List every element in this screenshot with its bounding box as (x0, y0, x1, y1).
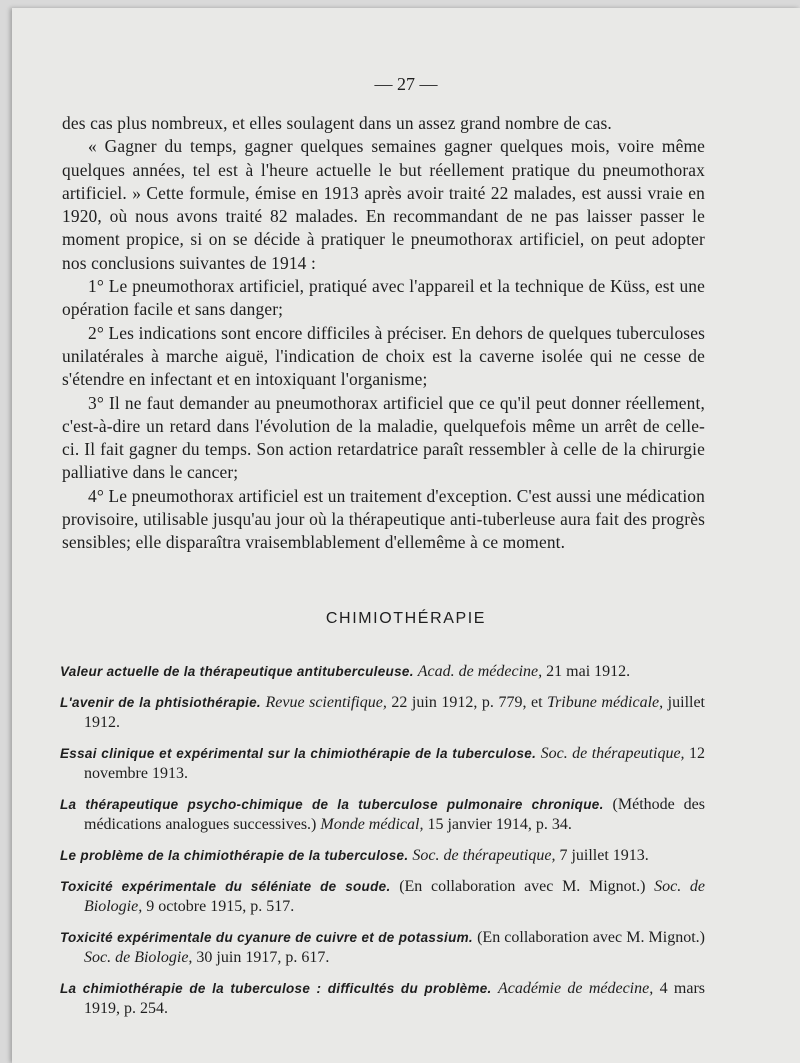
body-text (62, 112, 705, 555)
conclusion-item: 1° Le pneumothorax artificiel, pratiqué avec l'appareil et la technique de Küss, est une opération facile et sans danger; (62, 276, 705, 320)
conclusion-item: 4° Le pneumothorax artificiel est un traitement d'exception. C'est aussi une médication provisoire, utilisable jusqu'au jour où la thérapeutique anti-tuberleuse aura fait des progrès sensibles; elle disparaîtra vraisemblablement d'ellemême à ce moment. (62, 485, 705, 553)
reference-item: Le problème de la chimiothérapie de la tuberculose. Soc. de thérapeutique, 7 juillet 1913. (60, 847, 649, 864)
paragraph: des cas plus nombreux, et elles soulagent dans un assez grand nombre de cas. (62, 113, 612, 133)
reference-title: Toxicité expérimentale du cyanure de cuivre et de potassium. (60, 930, 473, 945)
reference-source: Monde médical, (320, 816, 424, 833)
conclusion-item: 2° Les indications sont encore difficiles à préciser. En dehors de quelques tuberculoses unilatérales à marche aiguë, l'indication de choix est la caverne isolée qui ne cesse de s'étendre en infectant et en intoxiquant l'organisme; (62, 322, 705, 390)
reference-title: Essai clinique et expérimental sur la chimiothérapie de la tuberculose. (60, 746, 537, 761)
reference-title: Valeur actuelle de la thérapeutique antituberculeuse. (60, 664, 414, 679)
reference-title: La chimiothérapie de la tuberculose : difficultés du problème. (60, 981, 492, 996)
reference-title: Toxicité expérimentale du séléniate de soude. (60, 879, 391, 894)
reference-source: Acad. de médecine, (417, 663, 543, 680)
section-title: CHIMIOTHÉRAPIE (325, 610, 487, 627)
reference-item: La thérapeutique psycho-chimique de la tuberculose pulmonaire chronique. (Méthode des médications analogues successives.) Monde médical, 15 janvier 1914, p. 34. (60, 796, 705, 833)
reference-item: Essai clinique et expérimental sur la chimiothérapie de la tuberculose. Soc. de thérapeutique, 12 novembre 1913. (60, 745, 706, 782)
page-number: — 27 — (374, 74, 438, 94)
reference-item: Valeur actuelle de la thérapeutique antituberculeuse. Acad. de médecine, 21 mai 1912. (60, 663, 631, 680)
reference-item: Toxicité expérimentale du cyanure de cuivre et de potassium. (En collaboration avec M. Mignot.) Soc. de Biologie, 30 juin 1917, p. 617. (60, 929, 705, 966)
reference-source: Soc. de thérapeutique, (412, 847, 556, 864)
reference-item: Toxicité expérimentale du séléniate de soude. (En collaboration avec M. Mignot.) Soc. de Biologie, 9 octobre 1915, p. 517. (60, 878, 705, 915)
reference-source: Soc. de Biologie, (84, 949, 193, 966)
reference-title: La thérapeutique psycho-chimique de la tuberculose pulmonaire chronique. (60, 797, 604, 812)
reference-title: Le problème de la chimiothérapie de la tuberculose. (60, 848, 409, 863)
reference-source: Soc. de Biologie, (84, 878, 705, 915)
reference-item: L'avenir de la phtisiothérapie. Revue scientifique, 22 juin 1912, p. 779, et Tribune médicale, juillet 1912. (60, 694, 706, 731)
conclusion-item: 3° Il ne faut demander au pneumothorax artificiel que ce qu'il peut donner réellement, c'est-à-dire un retard dans l'évolution de la maladie, quelquefois même un arrêt de celle-ci. Il fait gagner du temps. Son action retardatrice paraît ressembler à celle de la chirurgie palliative dans le cancer; (62, 392, 705, 483)
reference-list (60, 662, 705, 1030)
reference-item: La chimiothérapie de la tuberculose : difficultés du problème. Académie de médecine, 4 mars 1919, p. 254. (60, 980, 706, 1017)
reference-source: Revue scientifique, (265, 694, 387, 711)
document-page (12, 8, 800, 1063)
paragraph: « Gagner du temps, gagner quelques semaines gagner quelques mois, voire même quelques années, tel est à l'heure actuelle le but réellement pratique du pneumothorax artificiel. » Cette formule, émise en 1913 après avoir traité 22 malades, est aussi vraie en 1920, où nous avons traité 82 malades. En recommandant de ne pas laisser passer le moment propice, si on se décide à pratiquer le pneumothorax artificiel, on peut adopter nos conclusions suivantes de 1914 : (62, 136, 705, 273)
reference-source: Académie de médecine, (497, 980, 654, 997)
reference-source: Soc. de thérapeutique, (540, 745, 685, 762)
reference-title: L'avenir de la phtisiothérapie. (60, 695, 261, 710)
reference-source: Tribune médicale, (547, 694, 664, 711)
